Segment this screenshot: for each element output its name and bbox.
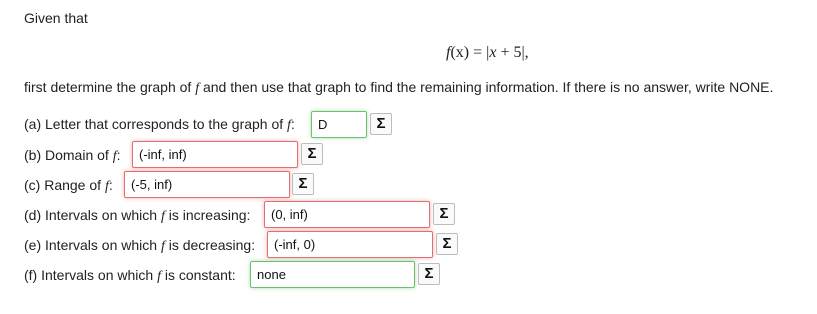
question-f-prefix: (f) Intervals on which	[24, 267, 158, 283]
question-c-fn: f	[104, 179, 109, 194]
formula-var: x	[489, 44, 497, 61]
question-d-suffix: is increasing:	[164, 207, 251, 223]
question-b-label	[24, 147, 120, 165]
question-e-suffix: is decreasing:	[164, 237, 256, 253]
question-e-label	[24, 237, 255, 255]
instruction-after: and then use that graph to find the remaining information. If there is no answer, write NONE.	[199, 79, 774, 95]
question-c-suffix: :	[108, 177, 113, 193]
question-d-prefix: (d) Intervals on which	[24, 207, 161, 223]
question-f-label	[24, 267, 236, 285]
question-e-prefix: (e) Intervals on which	[24, 237, 161, 253]
answer-d-input[interactable]: (0, inf)	[264, 201, 430, 228]
sigma-icon[interactable]: Σ	[370, 113, 392, 135]
answer-a-input[interactable]: D	[311, 111, 367, 138]
question-b-suffix: :	[116, 147, 121, 163]
formula-rhs: + 5|,	[496, 44, 529, 61]
question-d-fn: f	[160, 209, 165, 224]
question-b-fn: f	[112, 149, 117, 164]
answer-c-input[interactable]: (-5, inf)	[124, 171, 290, 198]
question-c-prefix: (c) Range of	[24, 177, 105, 193]
question-c-label	[24, 177, 113, 195]
instruction-before: first determine the graph of	[24, 79, 196, 95]
function-formula	[446, 44, 529, 62]
answer-f-input[interactable]: none	[250, 261, 415, 288]
question-f-suffix: is constant:	[160, 267, 236, 283]
intro-text: Given that	[24, 10, 88, 26]
question-a-suffix: :	[290, 116, 295, 132]
sigma-icon[interactable]: Σ	[436, 233, 458, 255]
question-b-prefix: (b) Domain of	[24, 147, 113, 163]
sigma-icon[interactable]: Σ	[301, 143, 323, 165]
question-a-fn: f	[287, 118, 291, 133]
sigma-icon[interactable]: Σ	[292, 173, 314, 195]
question-a-prefix: (a) Letter that corresponds to the graph of	[24, 116, 288, 132]
instruction-text	[24, 79, 773, 97]
question-e-fn: f	[160, 239, 165, 254]
question-d-label	[24, 207, 250, 225]
question-f-fn: f	[157, 269, 161, 284]
formula-fn: f	[446, 44, 451, 61]
answer-e-input[interactable]: (-inf, 0)	[267, 231, 433, 258]
instruction-fn: f	[195, 81, 200, 96]
formula-arg: (x) = |	[450, 44, 490, 61]
question-a-label	[24, 116, 295, 134]
sigma-icon[interactable]: Σ	[433, 203, 455, 225]
sigma-icon[interactable]: Σ	[418, 263, 440, 285]
answer-b-input[interactable]: (-inf, inf)	[132, 141, 298, 168]
